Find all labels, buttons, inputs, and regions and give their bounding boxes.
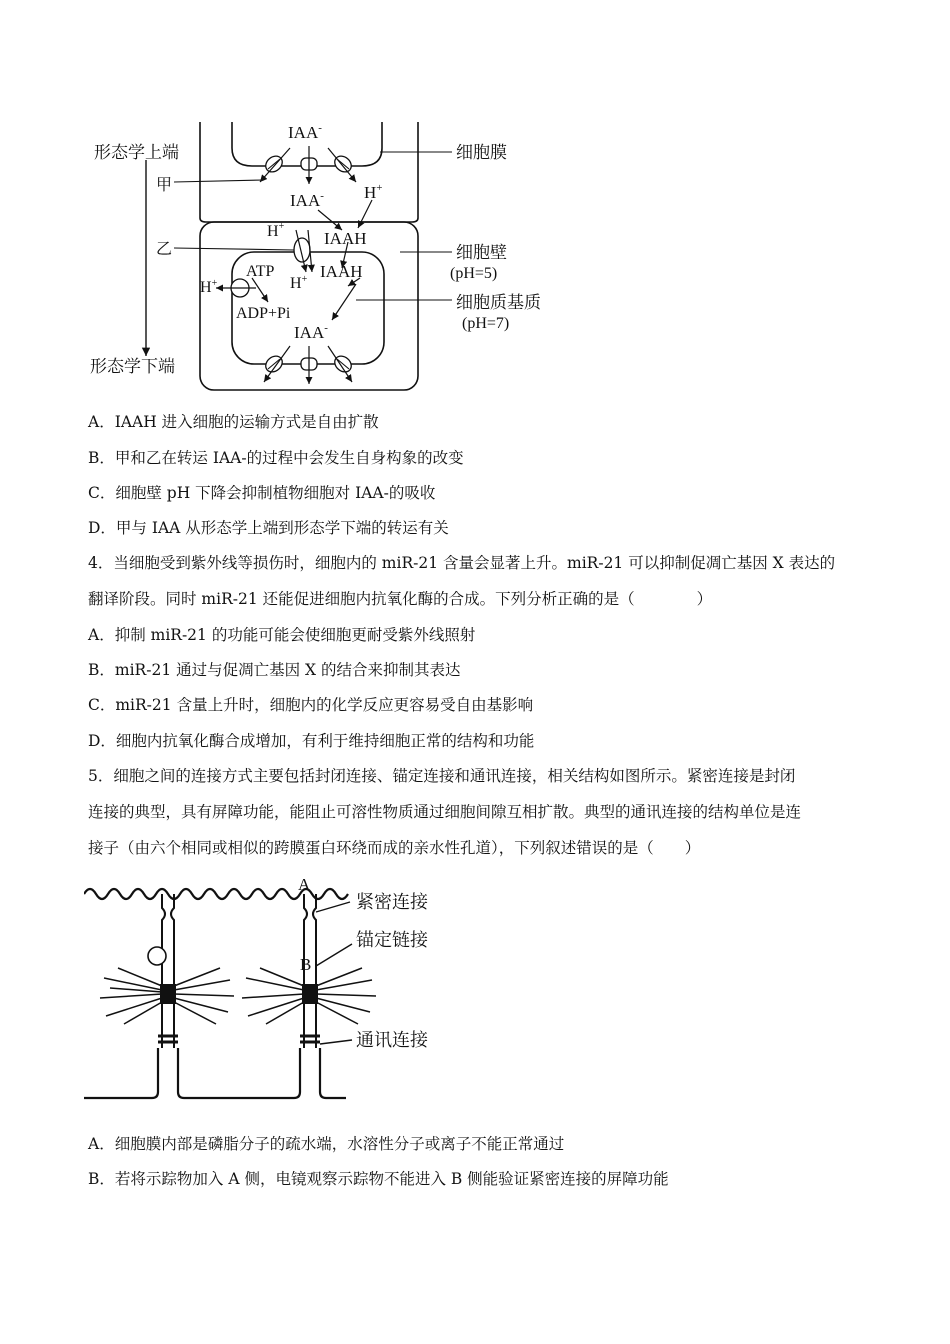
atp-label: ATP xyxy=(246,263,275,280)
q4-option-d: D．细胞内抗氧化酶合成增加，有利于维持细胞正常的结构和功能 xyxy=(88,732,535,750)
left-junction xyxy=(100,894,234,1048)
matrix-label: 细胞质基质 xyxy=(456,293,541,313)
h-pump-label: H+ xyxy=(200,278,218,296)
q5-option-b: B．若将示踪物加入 A 侧，电镜观察示踪物不能进入 B 侧能验证紧密连接的屏障功能 xyxy=(88,1170,669,1188)
q5-stem-line3: 接子（由六个相同或相似的跨膜蛋白环绕而成的亲水性孔道），下列叙述错误的是（ ） xyxy=(88,839,701,857)
adp-label: ADP+Pi xyxy=(236,305,291,322)
q5-stem-line2: 连接的典型，具有屏障功能，能阻止可溶性物质通过细胞间隙互相扩散。典型的通讯连接的结构单位是连 xyxy=(88,803,802,821)
q3-option-c: C．细胞壁 pH 下降会抑制植物细胞对 IAA-的吸收 xyxy=(88,484,436,502)
matrix-ph-label: (pH=7) xyxy=(462,315,510,332)
q5-option-a: A．细胞膜内部是磷脂分子的疏水端，水溶性分子或离子不能正常通过 xyxy=(88,1135,565,1153)
q3-option-d: D．甲与 IAA 从形态学上端到形态学下端的转运有关 xyxy=(88,519,449,537)
wall-label: 细胞壁 xyxy=(456,243,507,263)
iaah-cyto-label: IAAH xyxy=(320,262,363,281)
membrane-label: 细胞膜 xyxy=(456,143,507,163)
q3-option-b: B．甲和乙在转运 IAA-的过程中会发生自身构象的改变 xyxy=(88,449,464,467)
yi-transporter xyxy=(294,238,310,262)
q5-stem-line1: 5．细胞之间的连接方式主要包括封闭连接、锚定连接和通讯连接，相关结构如图所示。紧密连接是封闭 xyxy=(88,767,796,785)
iaa-wall-label: IAA- xyxy=(290,190,324,210)
q4-option-c: C．miR-21 含量上升时，细胞内的化学反应更容易受自由基影响 xyxy=(88,696,534,714)
q4-stem-line2: 翻译阶段。同时 miR-21 还能促进细胞内抗氧化酶的合成。下列分析正确的是（ ） xyxy=(88,590,713,608)
q4-option-a: A．抑制 miR-21 的功能可能会使细胞更耐受紫外线照射 xyxy=(88,626,476,644)
basal-membrane xyxy=(84,1048,346,1098)
label-b: B xyxy=(300,955,312,974)
h-wall-label: H+ xyxy=(364,182,383,202)
h-cyto-label: H+ xyxy=(290,274,308,292)
label-a: A xyxy=(298,875,311,894)
bottom-end-label: 形态学下端 xyxy=(90,357,175,377)
q3-option-a: A．IAAH 进入细胞的运输方式是自由扩散 xyxy=(88,413,379,431)
yi-label: 乙 xyxy=(156,239,173,258)
iaa-top-label: IAA- xyxy=(288,122,322,142)
iaa-cyto-label: IAA- xyxy=(294,322,328,342)
gap-junction-label: 通讯连接 xyxy=(356,1030,428,1051)
h-yi-label: H+ xyxy=(267,221,285,240)
q4-stem-line1: 4．当细胞受到紫外线等损伤时，细胞内的 miR-21 含量会显著上升。miR-21 可以抑制促凋亡基因 X 表达的 xyxy=(88,554,836,572)
top-end-label: 形态学上端 xyxy=(94,143,179,163)
wall-ph-label: (pH=5) xyxy=(450,265,498,282)
cell-junction-diagram xyxy=(84,868,464,1108)
iaah-wall-label: IAAH xyxy=(324,229,367,248)
q4-option-b: B．miR-21 通过与促凋亡基因 X 的结合来抑制其表达 xyxy=(88,661,461,679)
iaa-transport-diagram xyxy=(80,118,580,398)
anchoring-junction-label: 锚定链接 xyxy=(356,930,428,951)
jia-label: 甲 xyxy=(156,175,173,194)
tight-junction-label: 紧密连接 xyxy=(356,892,428,913)
